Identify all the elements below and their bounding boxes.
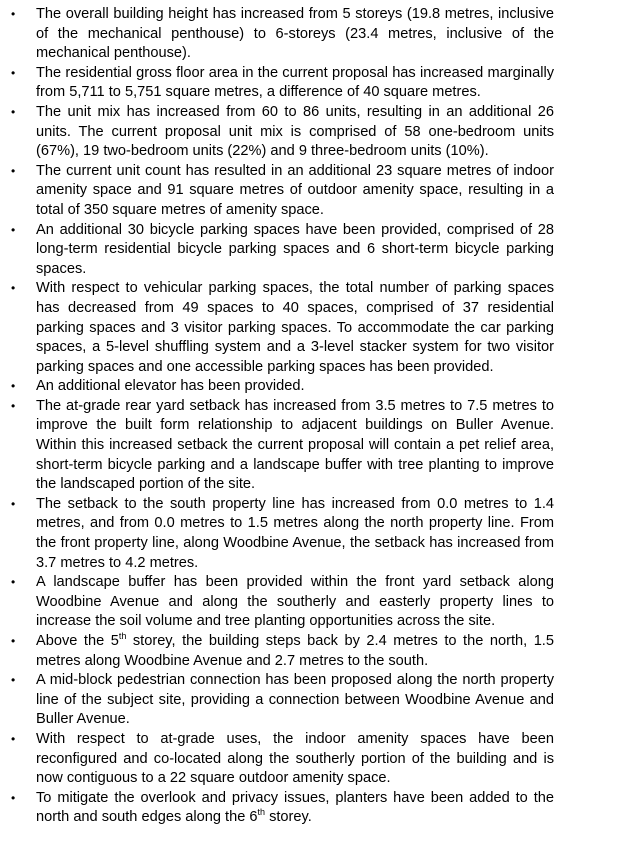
- list-item-text-after: storey.: [265, 809, 312, 826]
- ordinal-superscript: th: [118, 631, 127, 642]
- bullet-icon: •: [11, 731, 16, 746]
- list-item-text: The overall building height has increased from 5 storeys (19.8 metres, inclusive of the mechanical penthouse) to 6-storeys (23.4 metres, inclusive of the mechanical penthouse).: [36, 6, 554, 62]
- list-item: [0, 573, 618, 632]
- list-item-text: The at-grade rear yard setback has increased from 3.5 metres to 7.5 metres to improve the built form relationship to adjacent buildings on Buller Avenue. Within this increased setback the current proposal will contain a pet relief area, short-term bicycle parking and a landscape buffer with tree planting to improve the landscaped portion of the site.: [36, 397, 554, 493]
- ordinal-superscript: th: [257, 807, 266, 818]
- list-item: [0, 103, 618, 162]
- list-item: [0, 221, 618, 280]
- list-item: [0, 397, 618, 495]
- list-item-text: A mid-block pedestrian connection has been proposed along the north property line of the subject site, providing a connection between Woodbine Avenue and Buller Avenue.: [36, 672, 554, 728]
- bullet-icon: •: [11, 496, 16, 511]
- list-item-text-after: storey, the building steps back by 2.4 metres to the north, 1.5 metres along Woodbine Avenue and 2.7 metres to the south.: [36, 633, 554, 669]
- list-item-text: An additional 30 bicycle parking spaces have been provided, comprised of 28 long-term residential bicycle parking spaces and 6 short-term bicycle parking spaces.: [36, 221, 554, 277]
- bullet-icon: •: [11, 163, 16, 178]
- list-item: [0, 730, 618, 789]
- list-item-text: A landscape buffer has been provided within the front yard setback along Woodbine Avenue and along the southerly and easterly property lines to increase the soil volume and tree planting opportunities across the site.: [36, 574, 554, 630]
- bullet-icon: •: [11, 673, 16, 688]
- bullet-icon: •: [11, 398, 16, 413]
- list-item: [0, 64, 618, 103]
- list-item-text: With respect to vehicular parking spaces, the total number of parking spaces has decreased from 49 spaces to 40 spaces, comprised of 37 residential parking spaces and 3 visitor parking spaces. To accommodate the car parking spaces, a 5-level shuffling system and a 3-level stacker system for two visitor parking spaces and one accessible parking spaces has been provided.: [36, 280, 554, 375]
- bullet-icon: •: [11, 281, 16, 296]
- bullet-icon: •: [11, 379, 16, 394]
- bullet-icon: •: [11, 222, 16, 237]
- bullet-icon: •: [11, 575, 16, 590]
- bullet-list: [0, 5, 618, 828]
- list-item: [0, 279, 618, 377]
- list-item: [0, 789, 618, 828]
- list-item: [0, 671, 618, 730]
- list-item-text: The unit mix has increased from 60 to 86 units, resulting in an additional 26 units. The current proposal unit mix is comprised of 58 one-bedroom units (67%), 19 two-bedroom units (22%) and 9 three-bedroom units (10%).: [36, 103, 554, 160]
- list-item-text: The residential gross floor area in the current proposal has increased marginally from 5,711 to 5,751 square metres, a difference of 40 square metres.: [36, 64, 554, 101]
- list-item: [0, 495, 618, 573]
- list-item-text: With respect to at-grade uses, the indoor amenity spaces have been reconfigured and co-located along the southerly portion of the building and is now contiguous to a 22 square outdoor amenity space.: [36, 730, 554, 787]
- list-item: [0, 632, 618, 671]
- list-item: [0, 5, 618, 64]
- list-item-text: The current unit count has resulted in an additional 23 square metres of indoor amenity space and 91 square metres of outdoor amenity space, resulting in a total of 350 square metres of amenity space.: [36, 162, 554, 218]
- list-item: [0, 162, 618, 221]
- list-item-text-before: Above the 5: [36, 633, 119, 649]
- list-item-text-before: To mitigate the overlook and privacy issues, planters have been added to the north and south edges along the 6: [36, 789, 554, 826]
- bullet-icon: •: [11, 790, 16, 805]
- bullet-icon: •: [11, 65, 16, 80]
- list-item-text: The setback to the south property line has increased from 0.0 metres to 1.4 metres, and from 0.0 metres to 1.5 metres along the north property line. From the front property line, along Woodbine Avenue, the setback has increased from 3.7 metres to 4.2 metres.: [36, 495, 554, 571]
- bullet-icon: •: [11, 7, 16, 21]
- bullet-icon: •: [11, 104, 16, 119]
- bullet-icon: •: [11, 634, 16, 648]
- list-item: [0, 377, 618, 397]
- list-item-text: An additional elevator has been provided.: [36, 378, 305, 395]
